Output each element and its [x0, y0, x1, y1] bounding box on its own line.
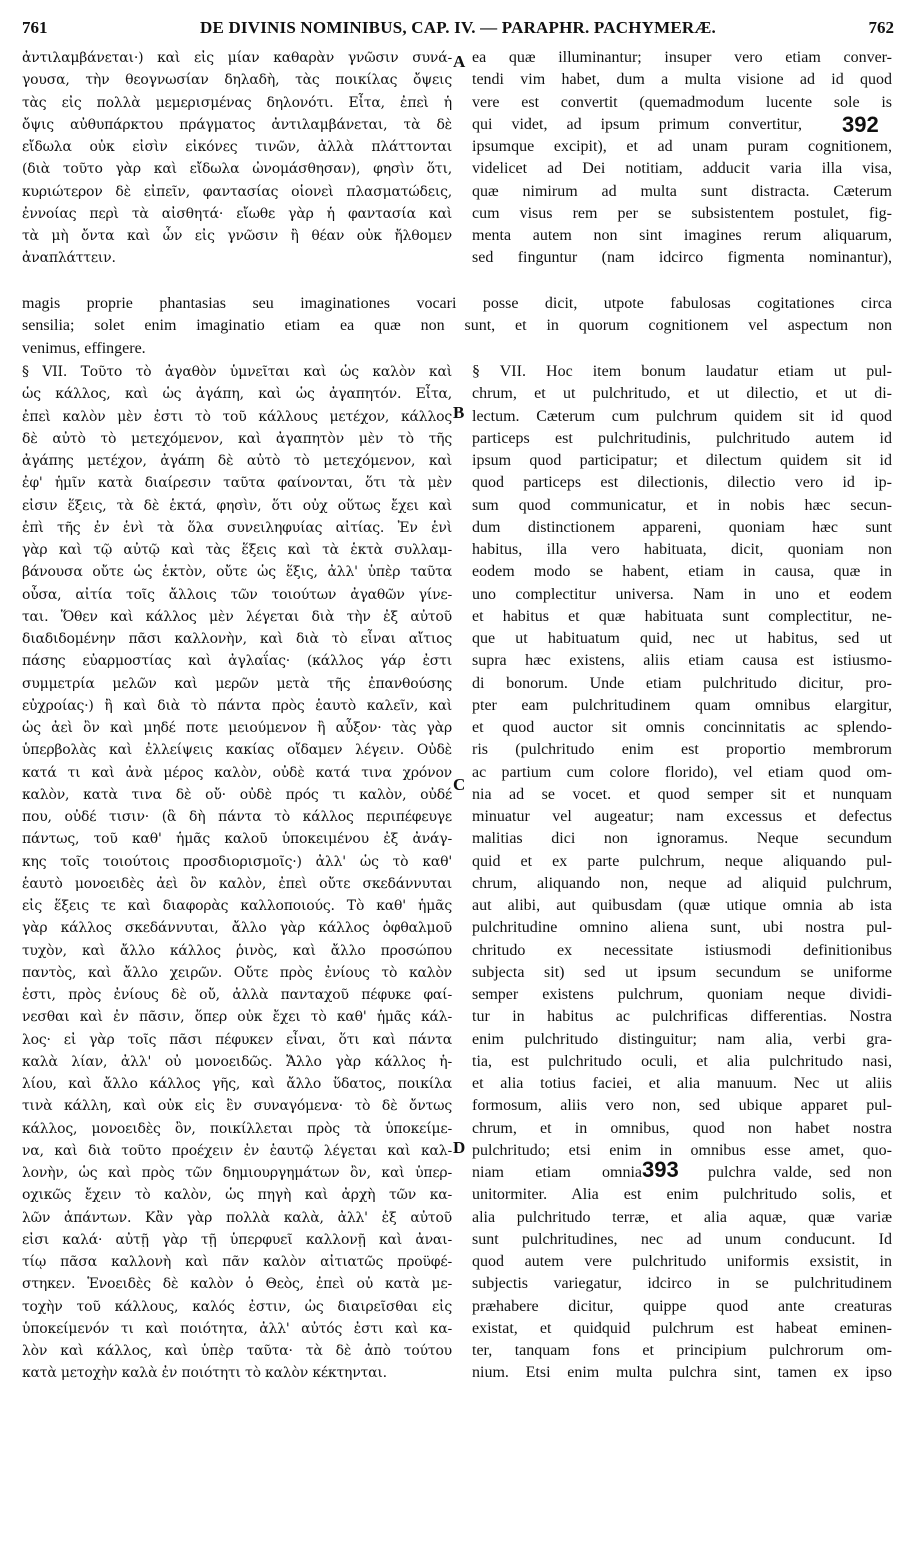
latin-line: chrum, et ut pulchritudo, et ut dilectio, et ut di- — [472, 385, 892, 403]
latin-line: quod particeps est dilectionis, dilectio vero id ip- — [472, 474, 892, 492]
greek-line: τοχὴν τοῦ κάλλους, καλός ἐστιν, ὡς διαιρεῖσθαι εἰς — [22, 1298, 452, 1315]
greek-line: τυχὸν, καὶ ἄλλο κάλλος ῥινὸς, καὶ ἄλλο προσώπου — [22, 942, 452, 959]
latin-line: nium. Etsi enim multa pulchra sint, tamen ex ipso — [472, 1364, 892, 1382]
latin-line: sunt pulchritudines, nec ad unum conducunt. Id — [472, 1230, 892, 1248]
greek-line: ὡς κάλλος, καὶ ὡς ἀγάπη, καὶ ὡς ἀγαπητόν. Εἶτα, — [22, 386, 452, 403]
latin-line: tia, est pulchritudo oculi, et alia pulchritudo nasi, — [472, 1052, 892, 1070]
latin-line: aut alibi, aut quibusdam (quæ utique omnia ab ista — [472, 897, 892, 914]
greek-line: ἑαυτὸ μονοειδὲς ἀεὶ ὂν καλὸν, ἐπεὶ οὔτε σκεδάννυται — [22, 875, 452, 892]
latin-line: ipsum quod participatur; et dilectum quidem sit id — [472, 452, 892, 469]
greek-line: § VII. Τοῦτο τὸ ἀγαθὸν ὑμνεῖται καὶ ὡς καλὸν καὶ — [22, 364, 452, 380]
margin-letter: B — [453, 403, 465, 422]
greek-line: λίου, καὶ ἄλλο κάλλος γῆς, καὶ ἄλλο ὕδατος, ποικίλα — [22, 1076, 452, 1092]
latin-line: dum distinctionem appareni, quoniam hæc sunt — [472, 518, 892, 536]
latin-line: ac partium cum colore florido), vel etiam quod om- — [472, 763, 892, 781]
greek-line: ἐπεὶ καλὸν μὲν ἐστι τὸ τοῦ κάλλους μετέχον, κάλλος — [22, 408, 452, 425]
latin-line: uno complectitur universa. Nam in uno et eodem — [472, 585, 892, 603]
greek-line: λονὴν, ὡς καὶ πρὸς τῶν δημιουργημάτων ὂν, καὶ ὑπερ- — [22, 1165, 452, 1181]
greek-line: τὰ μὴ ὄντα καὶ ὧν εἰς γνῶσιν ἢ θέαν οὐκ ἤλθομεν — [22, 228, 452, 244]
latin-line: tur in habitus ac pulchrificas differentias. Nostra — [472, 1008, 892, 1026]
page-number-left: 761 — [22, 18, 48, 37]
greek-line: στηκεν. Ἑνοειδὲς δὲ καλὸν ὁ Θεὸς, ἐπεὶ οὐ κατὰ με- — [22, 1276, 452, 1293]
greek-line: εἰσιν ἕξεις, τὰ δὲ ἑκτά, φησὶν, ὅτι οὐχ οὕτως ἔχει καὶ — [22, 497, 452, 514]
greek-line: ἐπὶ τῆς ἐν ἑνὶ τὰ ὅλα συνειληφυίας αἰτίας. Ἐν ἑνὶ — [22, 519, 452, 536]
latin-line: chrum, aliquando non, neque ad aliquid pulchrum, — [472, 874, 892, 892]
greek-line: τὰς εἰς πολλὰ μεμερισμένας δηλονότι. Εἶτα, ἐπεὶ ἡ — [22, 94, 452, 111]
latin-line: supra hæc existens, aliis etiam causa est istiusmo- — [472, 652, 892, 670]
latin-line: videlicet ad Dei notitiam, adducit varia illa visa, — [472, 160, 892, 178]
greek-line: συμμετρία μελῶν καὶ μερῶν μετὰ τῆς ἐπανθούσης — [22, 675, 452, 692]
latin-line: particeps est pulchritudinis, pulchritudo autem id — [472, 429, 892, 447]
full-width-line: venimus, effingere. — [22, 339, 146, 357]
latin-line: existat, et quidquid pulchrum est habeat eminen- — [472, 1319, 892, 1337]
latin-line: nia ad se vocet. et quod semper sit et nunquam — [472, 785, 892, 803]
greek-line: ὑπερβολὰς καὶ ἐλλείψεις κακίας οἴδαμεν λέγειν. Οὐδὲ — [22, 742, 452, 759]
greek-line: ται. Ὅθεν καὶ κάλλος μὲν λέγεται διὰ τὴν ἐξ αὐτοῦ — [22, 608, 452, 625]
latin-line: qui videt, ad ipsum primum convertitur, — [472, 115, 802, 133]
latin-line: quæ nimirum ad multa sunt distracta. Cæterum — [472, 182, 892, 200]
greek-line: οχικῶς ἔχειν τὸ καλὸν, ὡς πηγὴ καὶ ἀρχὴ τῶν κα- — [22, 1187, 452, 1204]
latin-line: ter, tanquam fons et principium pulchrorum om- — [472, 1342, 892, 1359]
latin-line: sum quod communicatur, et in nobis hæc secun- — [472, 496, 892, 514]
greek-line: κης τοῖς τοιούτοις προσδιορισμοῖς·) ἀλλ' ὡς τὸ καθ' — [22, 853, 452, 870]
latin-line: ris (pulchritudo enim est proportio membrorum — [472, 741, 892, 759]
latin-line: et habitus et quæ habituata sunt complectitur, ne- — [472, 607, 892, 625]
greek-line: ἀναπλάττειν. — [22, 250, 116, 267]
latin-line: quod autem vere pulchritudo uniformis exsistit, in — [472, 1253, 892, 1270]
greek-line: εἴδωλα οὐκ εἰσὶν εἰκόνες τινῶν, ἀλλὰ πλάττονται — [22, 139, 452, 155]
latin-line: pulchritudo; etsi enim in omnibus esse amet, quo- — [472, 1141, 892, 1159]
greek-line: εἰσι καλά· αὐτῇ γὰρ τῇ ὑπερφυεῖ καλλονῇ καὶ ἀναι- — [22, 1231, 452, 1248]
greek-line: ἀγάπης μετέχον, ἀγάπη δὲ αὐτὸ τὸ μετεχόμενον, καὶ — [22, 453, 452, 469]
latin-line-continuation: pulchra valde, sed non — [708, 1164, 892, 1181]
greek-line: κυριώτερον δὲ εἰπεῖν, φαντασίας οἱονεὶ πλασματώδεις, — [22, 183, 452, 200]
latin-line: malitias dici non ignoramus. Neque secundum — [472, 830, 892, 848]
latin-line: minuatur vel augeatur; nam excessus et defectus — [472, 808, 892, 825]
latin-line: quid et ex parte pulchrum, neque aliquando pul- — [472, 852, 892, 870]
latin-line: semper existens pulchrum, quoniam neque dividi- — [472, 986, 892, 1003]
greek-line: ὑποκείμενόν τι καὶ ποιότητα, ἀλλ' αὐτός ἐστι καὶ κα- — [22, 1320, 452, 1337]
latin-line: formosum, aliis vero non, sed ubique apparet pul- — [472, 1097, 892, 1115]
greek-line: γὰρ κάλλος σκεδάννυται, ἄλλο γὰρ κάλλος ὀφθαλμοῦ — [22, 920, 452, 937]
margin-letter: C — [453, 775, 466, 794]
latin-line: que ut habituatum quid, nec ut habitus, sed ut — [472, 630, 892, 647]
greek-line: ὡς ἀεὶ ὂν καὶ μηδέ ποτε μειούμενον ἢ αὖξον· τὰς γὰρ — [22, 720, 452, 736]
latin-line: habitus, illa vero habituata, dicit, quoniam non — [472, 541, 892, 558]
latin-line: chritudo ex necessitate istiusmodi definitionibus — [472, 941, 892, 959]
greek-line: που, οὐδέ τισιν· (ἃ δὴ πάντα τὸ κάλλος περιπέφευγε — [22, 809, 452, 825]
greek-line: να, καὶ διὰ τοῦτο προέχειν ἐν ἑαυτῷ λέγεται καὶ καλ- — [22, 1142, 452, 1159]
latin-line: unitormiter. Alia est enim pulchritudo solis, et — [472, 1186, 892, 1204]
latin-line: præhabere dicitur, quippe quod ante creaturas — [472, 1297, 892, 1315]
latin-line: enim pulchritudo distinguitur; nam alia, verbi gra- — [472, 1030, 892, 1048]
latin-line: eodem modo se habent, etiam in causa, quæ in — [472, 563, 892, 581]
latin-line: alia pulchritudo terræ, et alia aquæ, quæ variæ — [472, 1208, 892, 1226]
latin-line: menta autem non sint imagines rerum aliquarum, — [472, 227, 892, 244]
latin-line: subjecta sit) sed ut ipsum secundum se uniforme — [472, 963, 892, 981]
greek-line: τίῳ πᾶσα καλλονὴ καὶ πᾶν καλὸν αἰτιατῶς προϋφέ- — [22, 1254, 452, 1270]
latin-line: vere est convertit (quemadmodum lucente sole is — [472, 93, 892, 111]
latin-line: di bonorum. Unde etiam pulchritudo dicitur, pro- — [472, 674, 892, 692]
latin-line: pter eam pulchritudinem quam omnibus elargitur, — [472, 696, 892, 714]
latin-line: sed finguntur (nam idcirco figmenta nominantur), — [472, 249, 892, 267]
latin-line: et alia totius faciei, et alia manuum. Nec ut aliis — [472, 1075, 892, 1092]
greek-line: γὰρ καὶ τῷ αὐτῷ καὶ τὰς ἕξεις καὶ τὰ ἑκτὰ συλλαμ- — [22, 542, 452, 558]
greek-line: ἐννοίας περὶ τὰ αἰσθητά· εἴωθε γὰρ ἡ φαντασία καὶ — [22, 205, 452, 222]
margin-letter: A — [453, 52, 466, 71]
full-width-line: magis proprie phantasias seu imaginationes vocari posse dicit, utpote fabulosas cogitationes circa — [22, 295, 892, 312]
greek-line: τινὰ κάλλη, καὶ οὐκ εἰς ἓν συναγόμενα· τὸ δὲ ὄντως — [22, 1098, 452, 1115]
greek-line: λὸν καὶ κάλλος, καὶ ὑπὲρ ταῦτα· τὰ δὲ ἀπὸ τούτου — [22, 1343, 452, 1359]
running-title: DE DIVINIS NOMINIBUS, CAP. IV. — PARAPHR. PACHYMERÆ. — [199, 18, 717, 37]
greek-line: κατὰ μετοχὴν καλὰ ἐν ποιότητι τὸ καλὸν κέκτηνται. — [22, 1365, 387, 1382]
page-number-right: 762 — [868, 18, 894, 37]
latin-line: subjectis variegatur, idcirco in se pulchritudinem — [472, 1275, 892, 1293]
greek-line: ἀντιλαμβάνεται·) καὶ εἰς μίαν καθαρὰν γνῶσιν συνά- — [22, 50, 452, 66]
greek-line: εὐχροίας·) ἢ καὶ διὰ τὸ πάντα πρὸς ἑαυτὸ καλεῖν, καὶ — [22, 697, 452, 714]
latin-line: tendi vim habet, dum a multa visione ad id quod — [472, 71, 892, 89]
greek-line: γουσα, τὴν θεογνωσίαν δηλαδὴ, τὰς ποικίλας ὄψεις — [22, 72, 452, 89]
latin-line: § VII. Hoc item bonum laudatur etiam ut pul- — [472, 363, 892, 380]
greek-line: πάντως, τοῦ καθ' ἡμᾶς καλοῦ ὑποκειμένου ἐξ ἀνάγ- — [22, 831, 452, 848]
latin-line: ea quæ illuminantur; insuper vero etiam conver- — [472, 49, 892, 66]
greek-line: (διὰ τοῦτο γὰρ καὶ εἴδωλα ὠνομάσθησαν), φησὶν ὅτι, — [22, 161, 452, 178]
latin-line: cum visus rem per se subsistentem postulet, fig- — [472, 204, 892, 222]
running-header — [22, 18, 894, 42]
greek-line: ἐστι, πρὸς ἐνίους δὲ οὔ, ἀλλὰ πανταχοῦ πέφυκε φαί- — [22, 987, 452, 1003]
greek-line: ὄψις αὐθυπάρκτου πράγματος ἀντιλαμβάνεται, τὰ δὲ — [22, 116, 452, 133]
greek-line: λῶν ἁπάντων. Κἂν γὰρ πολλὰ καλὰ, ἀλλ' ἐξ αὐτοῦ — [22, 1209, 452, 1226]
greek-line: κάλλος, μονοειδὲς ὂν, ποικίλλεται πρὸς τὰ ὑποκείμε- — [22, 1120, 452, 1137]
greek-line: ἐφ' ἡμῖν κατὰ διαίρεσιν ταῦτα φαίνονται, ὅτι τὰ μὲν — [22, 475, 452, 492]
column-number: 393 — [642, 1157, 679, 1182]
greek-line: λος· εἰ γὰρ τοῖς πᾶσι πέφυκεν εἶναι, ὅτι καὶ πάντα — [22, 1031, 452, 1048]
greek-line: καλὸν, κατὰ τινα δὲ οὔ· οὐδὲ πρός τι καλὸν, οὐδέ — [22, 786, 452, 803]
greek-line: βάνουσα οὔτε ὡς ἑκτὸν, οὔτε ὡς ἕξις, ἀλλ' ὑπὲρ ταῦτα — [22, 564, 452, 581]
greek-line: εἰς ἕξεις τε καὶ διαφορὰς καλλοποιούς. Τὸ καθ' ἡμᾶς — [22, 898, 452, 914]
latin-line: et quod auctor sit omnis concinnitatis ac splendo- — [472, 719, 892, 736]
greek-line: παντὸς, καὶ ἄλλο χειρῶν. Οὔτε πρὸς ἐνίους τὸ καλὸν — [22, 964, 452, 981]
greek-line: κατά τι καὶ ἀνὰ μέρος καλὸν, οὐδὲ κατά τινα χρόνον — [22, 764, 452, 781]
column-number: 392 — [842, 112, 879, 137]
greek-line: διαδιδομένην πᾶσι καλλονὴν, καὶ διὰ τὸ εἶναι αἴτιος — [22, 631, 452, 647]
full-width-line: sensilia; solet enim imaginatio etiam ea quæ non sunt, et in quorum cognitionem vel aspectum non — [22, 317, 892, 335]
latin-line: lectum. Cæterum cum pulchrum quidem sit id quod — [472, 407, 892, 425]
greek-line: οὖσα, αἰτία τοῖς ἄλλοις τῶν τοιούτων ἀγαθῶν γίνε- — [22, 586, 452, 603]
margin-letter: D — [453, 1138, 466, 1157]
greek-line: καλὰ λίαν, ἀλλ' οὐ μονοειδῶς. Ἄλλο γὰρ κάλλος ἡ- — [22, 1053, 452, 1070]
greek-line: δὲ αὐτὸ τὸ μετεχόμενον, καὶ ἀγαπητὸν μὲν τὸ τῆς — [22, 430, 452, 447]
latin-line: ipsumque excipit), et ad unam puram cognitionem, — [472, 138, 892, 155]
latin-line: chrum, et in omnibus, quod non habet nostra — [472, 1119, 892, 1137]
greek-line: πάσης εὐαρμοστίας καὶ ἀγλαΐας· (κάλλος γάρ ἐστι — [22, 653, 452, 670]
latin-line: pulchritudine omnino aliena sunt, ubi nostra pul- — [472, 919, 892, 937]
greek-line: νεσθαι καὶ ἐν πᾶσιν, ὅπερ οὐκ ἔχει τὸ καθ' ἡμᾶς κάλ- — [22, 1009, 452, 1026]
latin-line: niam etiam omnia — [472, 1164, 642, 1181]
